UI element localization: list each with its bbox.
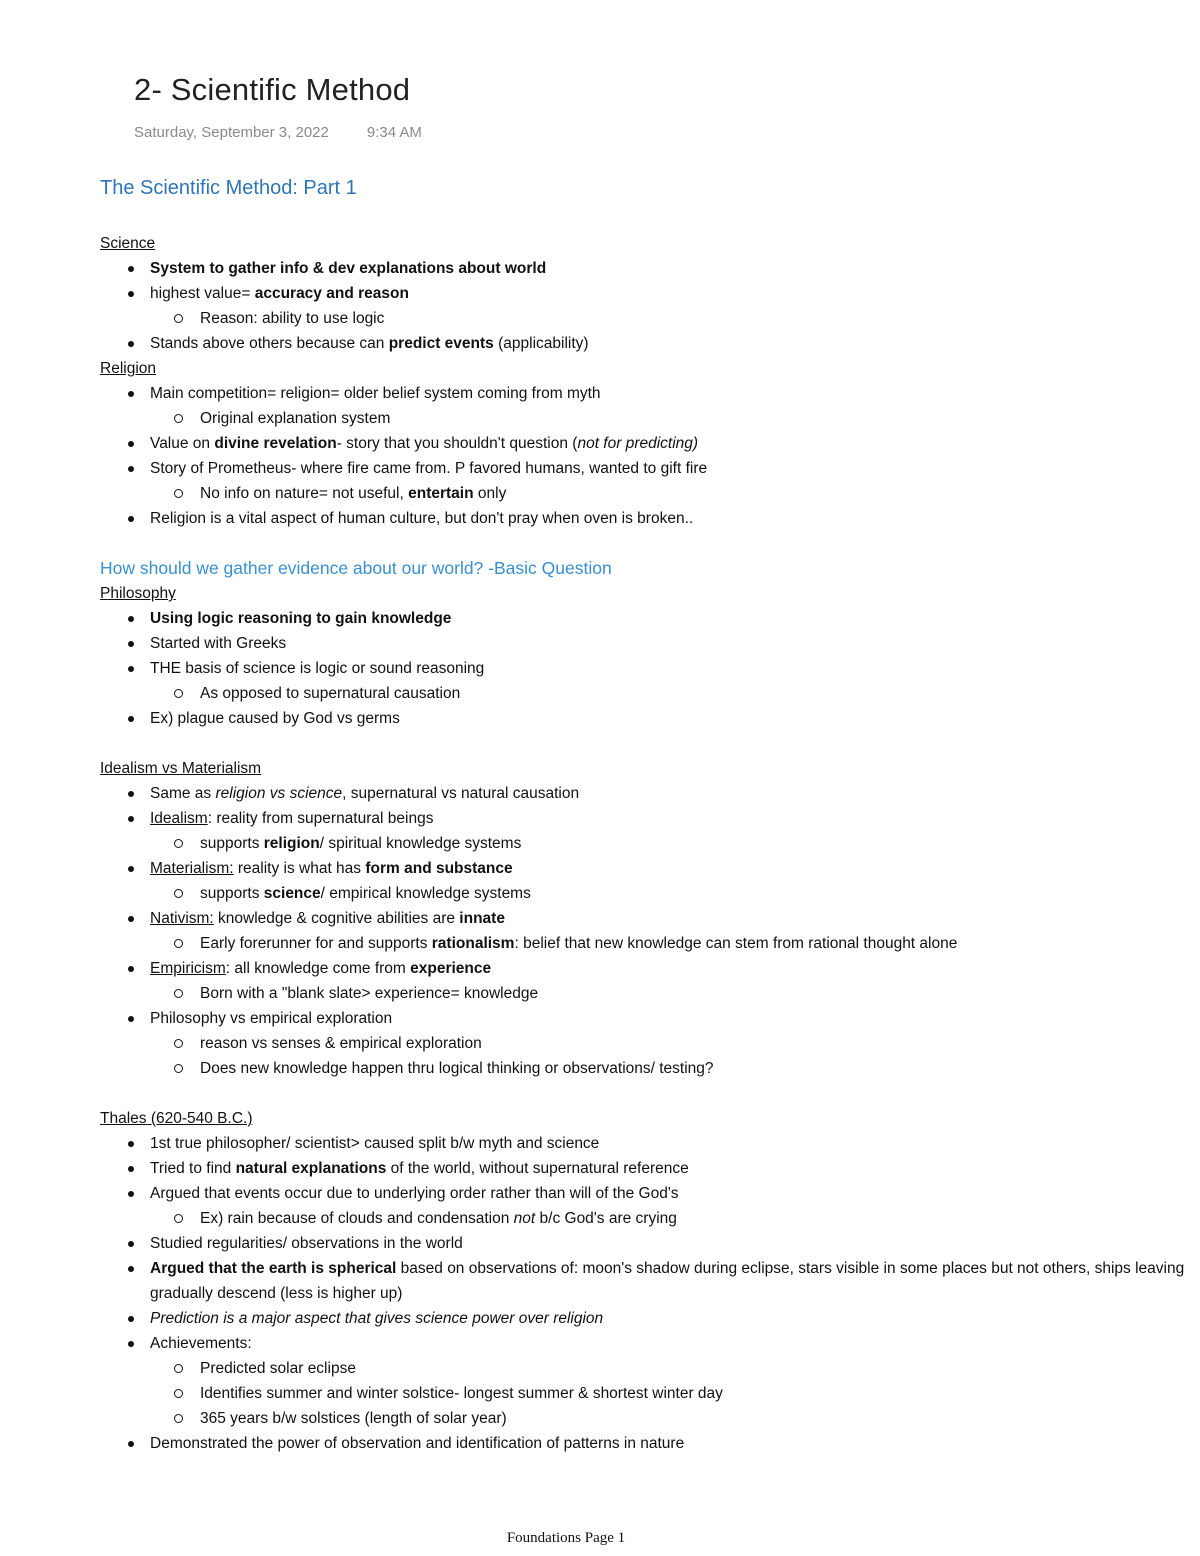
section-thales: Thales (620-540 B.C.) [100, 1110, 253, 1127]
list-item: Studied regularities/ observations in the world [100, 1231, 1195, 1256]
list-item: Original explanation system [100, 406, 1195, 431]
list-item: Born with a "blank slate> experience= knowledge [100, 981, 1195, 1006]
list-item: Prediction is a major aspect that gives science power over religion [100, 1306, 1195, 1331]
list-item: No info on nature= not useful, entertain only [100, 481, 1195, 506]
section-religion: Religion [100, 360, 157, 377]
page-time: 9:34 AM [366, 124, 422, 141]
page-footer: Foundations Page 1 [506, 1530, 626, 1546]
list-item: 365 years b/w solstices (length of solar year) [100, 1406, 1195, 1431]
list-item: Ex) rain because of clouds and condensation not b/c God's are crying [100, 1206, 1195, 1231]
thales-list [100, 1131, 1195, 1456]
religion-list [100, 381, 1195, 531]
idealism-list [100, 781, 1195, 1081]
list-item: Main competition= religion= older belief system coming from myth [100, 381, 1195, 406]
list-item: Argued that events occur due to underlying order rather than will of the God's [100, 1181, 1195, 1206]
list-item: Value on divine revelation- story that you shouldn't question (not for predicting) [100, 431, 1195, 456]
list-item: Early forerunner for and supports rationalism: belief that new knowledge can stem from rational thought alone [100, 931, 1195, 956]
science-list [100, 256, 1195, 356]
list-item: Empiricism: all knowledge come from experience [100, 956, 1195, 981]
list-item: Materialism: reality is what has form and substance [100, 856, 1195, 881]
list-item: highest value= accuracy and reason [100, 281, 1195, 306]
list-item: Does new knowledge happen thru logical thinking or observations/ testing? [100, 1056, 1195, 1081]
list-item: supports science/ empirical knowledge systems [100, 881, 1195, 906]
list-item: Demonstrated the power of observation and identification of patterns in nature [100, 1431, 1195, 1456]
list-item: reason vs senses & empirical exploration [100, 1031, 1195, 1056]
list-item: Reason: ability to use logic [100, 306, 1195, 331]
list-item: Story of Prometheus- where fire came from. P favored humans, wanted to gift fire [100, 456, 1195, 481]
list-item: Nativism: knowledge & cognitive abilities are innate [100, 906, 1195, 931]
list-item: supports religion/ spiritual knowledge systems [100, 831, 1195, 856]
page-title: 2- Scientific Method [134, 72, 411, 107]
list-item: Argued that the earth is spherical based on observations of: moon's shadow during eclipse, stars visible in some places but not others, ships leaving gradually descend (less is higher up) [100, 1256, 1195, 1306]
heading-part1: The Scientific Method: Part 1 [100, 177, 357, 199]
list-item: Stands above others because can predict events (applicability) [100, 331, 1195, 356]
section-idealism: Idealism vs Materialism [100, 760, 262, 777]
page-meta [134, 124, 422, 141]
section-science: Science [100, 235, 156, 252]
list-item: Same as religion vs science, supernatural vs natural causation [100, 781, 1195, 806]
list-item: Idealism: reality from supernatural beings [100, 806, 1195, 831]
philosophy-list [100, 606, 1195, 731]
list-item: As opposed to supernatural causation [100, 681, 1195, 706]
list-item: THE basis of science is logic or sound reasoning [100, 656, 1195, 681]
list-item: Tried to find natural explanations of the world, without supernatural reference [100, 1156, 1195, 1181]
heading-basic-question: How should we gather evidence about our world? -Basic Question [100, 558, 612, 578]
note-content[interactable] [100, 170, 1195, 1456]
list-item: Started with Greeks [100, 631, 1195, 656]
list-item: Religion is a vital aspect of human culture, but don't pray when oven is broken.. [100, 506, 1195, 531]
section-philosophy: Philosophy [100, 585, 176, 602]
list-item: Philosophy vs empirical exploration [100, 1006, 1195, 1031]
list-item: System to gather info & dev explanations about world [100, 256, 1195, 281]
list-item: 1st true philosopher/ scientist> caused split b/w myth and science [100, 1131, 1195, 1156]
list-item: Predicted solar eclipse [100, 1356, 1195, 1381]
page-date: Saturday, September 3, 2022 [134, 124, 329, 141]
list-item: Ex) plague caused by God vs germs [100, 706, 1195, 731]
list-item: Achievements: [100, 1331, 1195, 1356]
list-item: Using logic reasoning to gain knowledge [100, 606, 1195, 631]
list-item: Identifies summer and winter solstice- longest summer & shortest winter day [100, 1381, 1195, 1406]
